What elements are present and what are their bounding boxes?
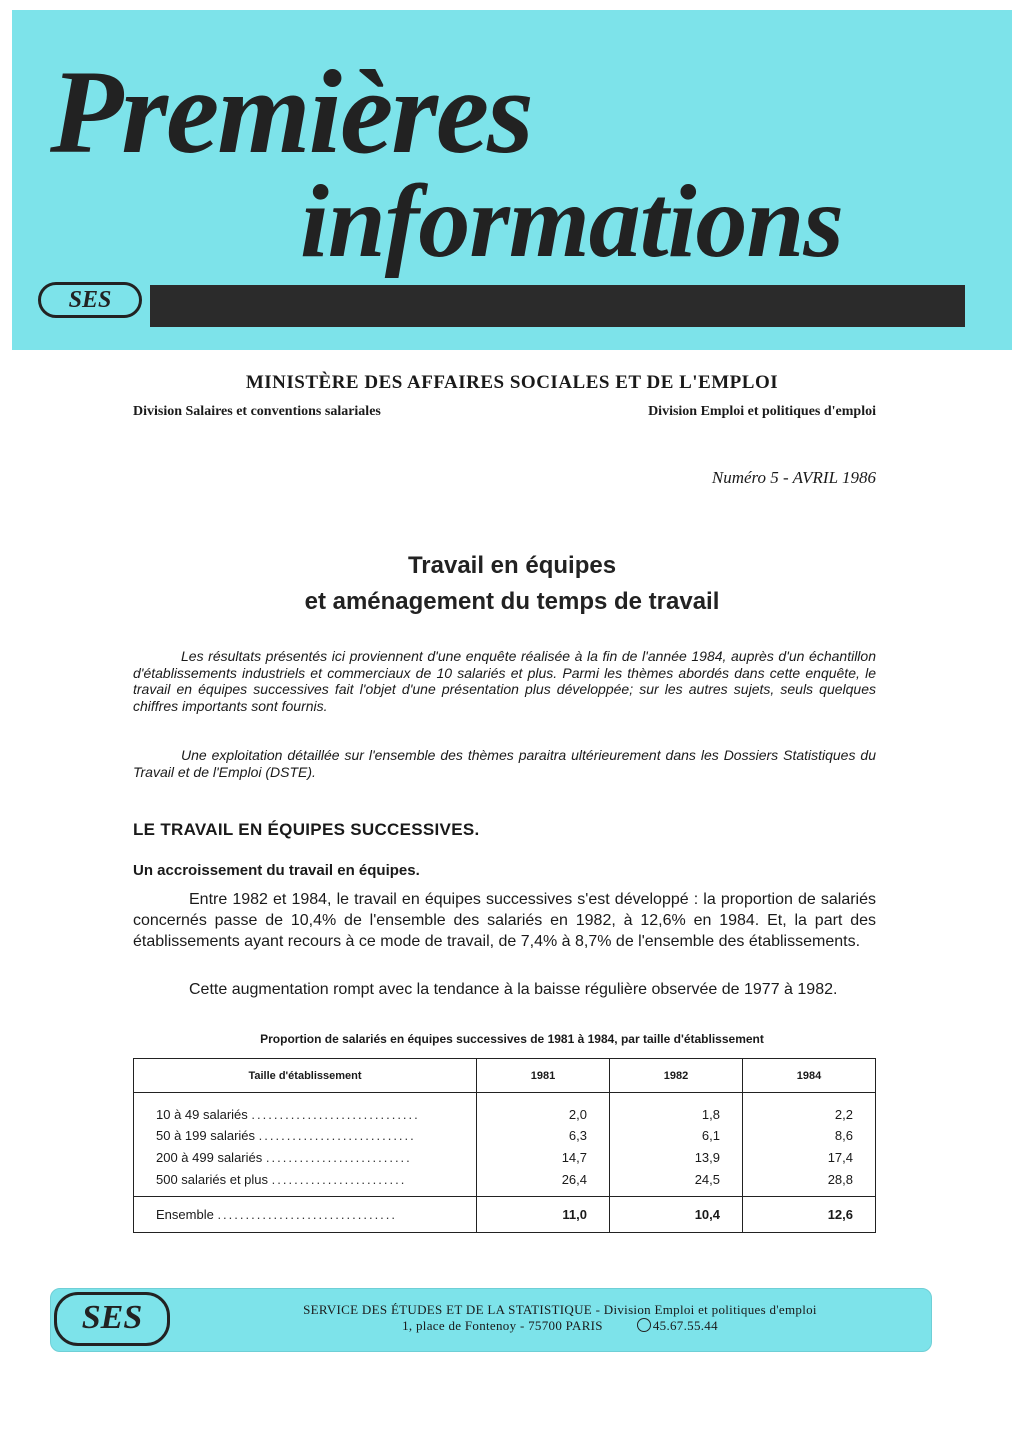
intro-paragraph-1: Les résultats présentés ici proviennent d'une enquête réalisée à la fin de l'année 1984, auprès d'un échantillon d'établissements industriels et commerciaux de 10 salariés et plus. Parmi les thèmes abordés dans cette enquête, le travail en équipes successives fait l'objet d'une présentation plus développée; sur les autres sujets, seuls quelques chiffres importants sont fournis.: [133, 648, 876, 714]
footer-address: 1, place de Fontenoy - 75700 PARIS 45.67.55.44: [402, 1318, 718, 1333]
header-dark-bar: [150, 285, 965, 327]
cell-1984: 28,8: [743, 1169, 876, 1197]
table-row: [134, 1093, 876, 1125]
table-caption: Proportion de salariés en équipes successives de 1981 à 1984, par taille d'établissement: [260, 1032, 764, 1046]
intro-paragraph-2: Une exploitation détaillée sur l'ensemble des thèmes paraitra ultérieurement dans les Dossiers Statistiques du Travail et de l'Emploi (DSTE).: [133, 747, 876, 780]
footer-phone: 45.67.55.44: [652, 1318, 718, 1333]
row-label: 200 à 499 salariés ..........................: [134, 1147, 477, 1169]
cell-1981: 26,4: [477, 1169, 610, 1197]
article-title-line1: Travail en équipes: [407, 552, 617, 579]
division-left: Division Salaires et conventions salariales: [133, 404, 381, 419]
cell-1982: 10,4: [610, 1197, 743, 1233]
cell-1981: 2,0: [477, 1093, 610, 1125]
cell-1984: 12,6: [743, 1197, 876, 1233]
brand-title-line1: Premières: [50, 45, 532, 178]
stats-table: [133, 1058, 876, 1233]
cell-1981: 6,3: [477, 1125, 610, 1147]
article-title-line2: et aménagement du temps de travail: [304, 588, 720, 615]
cell-1984: 2,2: [743, 1093, 876, 1125]
table-row: [134, 1169, 876, 1197]
column-header-size: Taille d'établissement: [134, 1059, 477, 1093]
row-label: 500 salariés et plus ........................: [134, 1169, 477, 1197]
body-paragraph-2: Cette augmentation rompt avec la tendance à la baisse régulière observée de 1977 à 1982.: [189, 981, 838, 998]
body-paragraph-1: Entre 1982 et 1984, le travail en équipes successives s'est développé : la proportion de salariés concernés passe de 10,4% de l'ensemble des salariés en 1982, à 12,6% en 1984. Et, la part des établissements ayant recours à ce mode de travail, de 7,4% à 8,7% de l'ensemble des établissements.: [133, 891, 876, 950]
issue-number: Numéro 5 - AVRIL 1986: [711, 468, 876, 487]
ses-logo: SES: [38, 282, 142, 318]
phone-icon: [637, 1318, 651, 1332]
cell-1984: 8,6: [743, 1125, 876, 1147]
cell-1982: 1,8: [610, 1093, 743, 1125]
footer-ses-logo: SES: [54, 1292, 170, 1346]
row-label: Ensemble ................................: [134, 1197, 477, 1233]
section-heading: LE TRAVAIL EN ÉQUIPES SUCCESSIVES.: [133, 820, 480, 839]
table-row: [134, 1147, 876, 1169]
table-row: [134, 1125, 876, 1147]
table-header-row: [134, 1059, 876, 1093]
sub-heading: Un accroissement du travail en équipes.: [133, 862, 420, 879]
column-header-1984: 1984: [743, 1059, 876, 1093]
column-header-1982: 1982: [610, 1059, 743, 1093]
cell-1984: 17,4: [743, 1147, 876, 1169]
ministry-name: MINISTÈRE DES AFFAIRES SOCIALES ET DE L'EMPLOI: [245, 372, 779, 393]
cell-1982: 6,1: [610, 1125, 743, 1147]
row-label: 10 à 49 salariés ..............................: [134, 1093, 477, 1125]
cell-1981: 11,0: [477, 1197, 610, 1233]
row-label: 50 à 199 salariés ............................: [134, 1125, 477, 1147]
division-right: Division Emploi et politiques d'emploi: [648, 404, 876, 419]
brand-title-line2: informations: [300, 164, 843, 279]
cell-1982: 13,9: [610, 1147, 743, 1169]
table-total-row: [134, 1197, 876, 1233]
cell-1981: 14,7: [477, 1147, 610, 1169]
footer-service: SERVICE DES ÉTUDES ET DE LA STATISTIQUE - Division Emploi et politiques d'emploi: [303, 1302, 817, 1317]
cell-1982: 24,5: [610, 1169, 743, 1197]
column-header-1981: 1981: [477, 1059, 610, 1093]
